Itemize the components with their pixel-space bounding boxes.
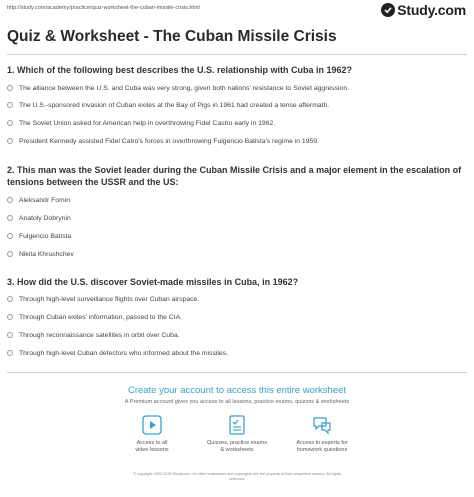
quiz-icon — [226, 414, 248, 436]
answer-option[interactable] — [7, 82, 349, 94]
answer-text: The alliance between the U.S. and Cuba was very strong, given both nations' resistance to Soviet aggression. — [19, 84, 350, 92]
radio-icon[interactable] — [7, 85, 13, 91]
answer-option[interactable] — [7, 135, 319, 147]
copyright-line: reserved. — [229, 477, 245, 481]
question-1: 1. Which of the following best describes the U.S. relationship with Cuba in 1962? — [7, 65, 353, 75]
answer-text: The Soviet Union asked for American help in overthrowing Fidel Castro early in 1962. — [19, 119, 276, 127]
top-bar — [0, 0, 474, 22]
feature-line: Access to all — [136, 440, 168, 446]
feature-experts — [277, 414, 367, 454]
radio-icon[interactable] — [7, 138, 13, 144]
answer-option[interactable] — [7, 293, 199, 305]
answer-option[interactable] — [7, 311, 182, 323]
experts-icon — [311, 414, 333, 436]
radio-icon[interactable] — [7, 197, 13, 203]
feature-line: video lessons — [135, 447, 169, 453]
answer-text: Through reconnaissance satellites in orbit over Cuba. — [19, 331, 180, 339]
cta-divider — [7, 372, 467, 373]
study-logo[interactable] — [381, 2, 466, 18]
answer-option[interactable] — [7, 329, 180, 341]
page-title: Quiz & Worksheet - The Cuban Missile Crisis — [7, 28, 337, 45]
video-lesson-icon — [141, 414, 163, 436]
answer-option[interactable] — [7, 230, 71, 242]
page-url[interactable]: http://study.com/academy/practice/quiz-worksheet-the-cuban-missile-crisis.html — [7, 5, 200, 11]
radio-icon[interactable] — [7, 332, 13, 338]
radio-icon[interactable] — [7, 102, 13, 108]
feature-line: & worksheets — [220, 447, 254, 453]
radio-icon[interactable] — [7, 233, 13, 239]
title-divider — [7, 54, 467, 55]
answer-text: Anatoly Dobrynin — [19, 214, 71, 222]
radio-icon[interactable] — [7, 314, 13, 320]
feature-line: Access to experts for — [296, 440, 348, 446]
radio-icon[interactable] — [7, 296, 13, 302]
answer-option[interactable] — [7, 212, 71, 224]
radio-icon[interactable] — [7, 251, 13, 257]
answer-text: Through high-level surveillance flights over Cuban airspace. — [19, 295, 200, 303]
answer-option[interactable] — [7, 117, 275, 129]
radio-icon[interactable] — [7, 120, 13, 126]
cta-title[interactable]: Create your account to access this entire worksheet — [127, 385, 347, 396]
question-3: 3. How did the U.S. discover Soviet-made missiles in Cuba, in 1962? — [7, 277, 299, 287]
answer-option[interactable] — [7, 248, 74, 260]
answer-text: Through high-level Cuban defectors who informed about the missiles. — [19, 349, 228, 357]
answer-text: Nikita Khrushchev — [19, 250, 74, 258]
question-2: 2. This man was the Soviet leader during the Cuban Missile Crisis and a major element in the escalation of tensions between the USSR and the US: — [7, 165, 462, 187]
copyright-line: © copyright 2003-2020 Study.com. All other trademarks and copyrights are the property of their respective owners. All rights — [133, 472, 341, 476]
answer-text: President Kennedy assisted Fidel Catro's forces in overthrowing Fulgencio Batista's regime in 1959. — [19, 137, 319, 145]
cta-subtitle: A Premium account gives you access to all lessons, practice exams, quizzes & worksheets — [124, 399, 350, 405]
logo-mark-icon — [381, 3, 395, 17]
answer-text: Through Cuban exiles' information, passed to the CIA. — [19, 313, 183, 321]
feature-quizzes — [192, 414, 282, 454]
premium-cta[interactable] — [7, 374, 467, 478]
feature-video-lessons — [107, 414, 197, 454]
answer-text: Fulgencio Batista — [19, 232, 72, 240]
answer-option[interactable] — [7, 194, 70, 206]
radio-icon[interactable] — [7, 215, 13, 221]
logo-text: Study.com — [397, 2, 466, 18]
copyright-footer — [0, 472, 474, 482]
radio-icon[interactable] — [7, 350, 13, 356]
answer-text: Aleksandr Fomin — [19, 196, 70, 204]
answer-option[interactable] — [7, 347, 228, 359]
feature-line: homework questions — [296, 447, 348, 453]
answer-text: The U.S.-sponsored invasion of Cuban exiles at the Bay of Pigs in 1961 had created a tense aftermath. — [19, 101, 330, 109]
answer-option[interactable] — [7, 99, 329, 111]
feature-line: Quizzes, practice exams — [207, 440, 267, 446]
